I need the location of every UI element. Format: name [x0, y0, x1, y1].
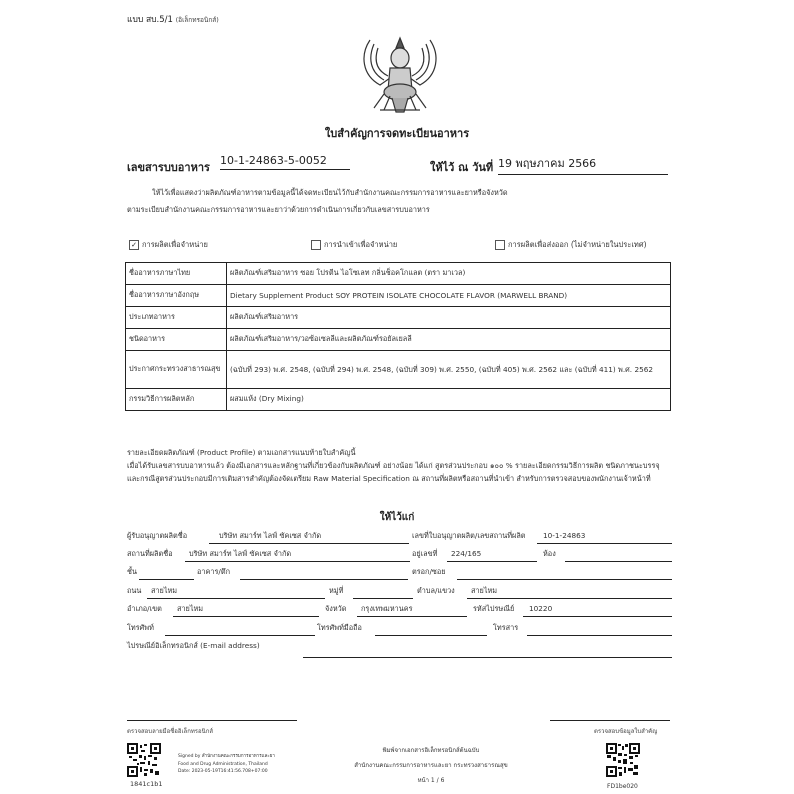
- floor-row: [127, 567, 672, 583]
- purpose-option-import-sale[interactable]: [311, 239, 397, 251]
- purpose-option-label: การผลิตเพื่อจำหน่าย: [142, 240, 208, 249]
- field-underline: [353, 598, 413, 599]
- field-underline: [537, 543, 672, 544]
- page-number: หน้า 1 / 6: [417, 777, 445, 784]
- road-label: ถนน: [127, 586, 142, 595]
- site-row: [127, 549, 672, 565]
- product-info-table: [125, 262, 671, 411]
- email-label: ไปรษณีย์อิเล็กทรอนิกส์ (E-mail address): [127, 641, 260, 650]
- purpose-option-label: การผลิตเพื่อส่งออก (ไม่จำหน่ายในประเทศ): [508, 240, 647, 249]
- table-key: กรรมวิธีการผลิตหลัก: [126, 389, 227, 411]
- form-code-note: (อิเล็กทรอนิกส์): [175, 16, 219, 24]
- checkbox-unchecked-icon[interactable]: [495, 240, 505, 250]
- field-underline: [303, 657, 672, 658]
- table-row: [126, 307, 671, 329]
- license-number-label: เลขที่ใบอนุญาตผลิต/เลขสถานที่ผลิต: [412, 531, 526, 540]
- licensee-row: [127, 531, 672, 547]
- form-code-text: แบบ สบ.5/1: [127, 15, 173, 25]
- table-key: ประเภทอาหาร: [126, 307, 227, 329]
- purpose-option-produce-export[interactable]: [495, 239, 647, 251]
- purpose-options: [127, 239, 677, 253]
- intro-paragraph: [127, 184, 672, 218]
- fax-label: โทรสาร: [493, 623, 519, 632]
- footer-divider-left: [127, 720, 297, 721]
- table-value: (ฉบับที่ 293) พ.ศ. 2548, (ฉบับที่ 294) พ.ศ. 2548, (ฉบับที่ 309) พ.ศ. 2550, (ฉบับที่ 405) พ.ศ. 2562 และ (ฉบับที่ 411) พ.ศ. 2562: [227, 351, 671, 389]
- checkbox-checked-icon[interactable]: ✓: [129, 240, 139, 250]
- district-value: สายไหม: [177, 604, 204, 613]
- signature-info: [178, 753, 275, 776]
- registration-number-label: เลขสารบบอาหาร: [127, 161, 210, 174]
- table-value: ผลิตภัณฑ์เสริมอาหาร: [227, 307, 671, 329]
- table-row: [126, 389, 671, 411]
- field-underline: [165, 635, 315, 636]
- signed-by: Signed by สำนักงานคณะกรรมการอาหารและยา: [178, 754, 275, 759]
- licensee-value: บริษัท สมาร์ท ไลฟ์ ซัคเซส จำกัด: [219, 531, 322, 540]
- table-value: Dietary Supplement Product SOY PROTEIN ISOLATE CHOCOLATE FLAVOR (MARWELL BRAND): [227, 285, 671, 307]
- field-underline: [240, 579, 408, 580]
- purpose-option-label: การนำเข้าเพื่อจำหน่าย: [324, 240, 398, 249]
- table-key: ชื่ออาหารภาษาอังกฤษ: [126, 285, 227, 307]
- intro-line-2: ตามระเบียบสำนักงานคณะกรรมการอาหารและยาว่าด้วยการดำเนินการเกี่ยวกับเลขสารบบอาหาร: [127, 205, 430, 214]
- registration-number-value: 10-1-24863-5-0052: [220, 154, 350, 170]
- field-underline: [185, 561, 410, 562]
- grantee-title: ให้ไว้แก่: [379, 512, 415, 523]
- field-underline: [447, 561, 537, 562]
- table-row: [126, 285, 671, 307]
- checkbox-unchecked-icon[interactable]: [311, 240, 321, 250]
- qr-code-data-id: FD1be020: [607, 783, 638, 790]
- site-label: สถานที่ผลิตชื่อ: [127, 549, 173, 558]
- qr-code-signature-icon[interactable]: [127, 743, 161, 777]
- room-label: ห้อง: [543, 549, 556, 558]
- mobile-label: โทรศัพท์มือถือ: [317, 623, 362, 632]
- field-underline: [147, 598, 325, 599]
- table-key: ชนิดอาหาร: [126, 329, 227, 351]
- phone-label: โทรศัพท์: [127, 623, 154, 632]
- form-code: [127, 12, 219, 26]
- field-underline: [209, 543, 409, 544]
- issue-date-value: 19 พฤษภาคม 2566: [498, 154, 668, 175]
- road-row: [127, 586, 672, 602]
- agency-text: สำนักงานคณะกรรมการอาหารและยา กระทรวงสาธารณสุข: [354, 762, 508, 769]
- table-value: ผสมแห้ง (Dry Mixing): [227, 389, 671, 411]
- licensee-label: ผู้รับอนุญาตผลิตชื่อ: [127, 531, 188, 540]
- table-key: ประกาศกระทรวงสาธารณสุข: [126, 351, 227, 389]
- field-underline: [457, 579, 672, 580]
- postcode-value: 10220: [529, 604, 553, 613]
- issue-date-label: ให้ไว้ ณ วันที่: [430, 161, 494, 174]
- field-underline: [527, 635, 672, 636]
- postcode-label: รหัสไปรษณีย์: [473, 604, 515, 613]
- qr-code-signature-id: 1841c1b1: [130, 780, 163, 788]
- road-value: สายไหม: [151, 586, 178, 595]
- garuda-emblem-icon: [340, 30, 460, 118]
- table-row: [126, 351, 671, 389]
- license-number-value: 10-1-24863: [543, 531, 586, 540]
- province-label: จังหวัด: [325, 604, 347, 613]
- district-label: อำเภอ/เขต: [127, 604, 162, 613]
- table-row: [126, 329, 671, 351]
- intro-line-1: ให้ไว้เพื่อแสดงว่าผลิตภัณฑ์อาหารตามข้อมูลนี้ได้จดทะเบียนไว้กับสำนักงานคณะกรรมการอาหารและยาหรือจังหวัด: [152, 188, 508, 197]
- profile-line-2: เมื่อได้รับเลขสารบบอาหารแล้ว ต้องมีเอกสารและหลักฐานที่เกี่ยวข้องกับผลิตภัณฑ์ อย่างน้อย ได้แก่ สูตรส่วนประกอบ ๑๐๐ % รายละเอียดกรรมวิธีการผลิต ชนิดภาชนะบรรจุ และกรณีสูตรส่วนประกอบมีการเติมสารสำคัญต้องจัดเตรียม Raw Material Specification ณ สถานที่ผลิตหรือสถานที่นำเข้า สำหรับการตรวจสอบของพนักงานเจ้าหน้าที่: [127, 461, 660, 483]
- qr-code-data-icon[interactable]: [606, 743, 640, 777]
- alley-label: ตรอก/ซอย: [412, 567, 446, 576]
- field-underline: [523, 616, 672, 617]
- profile-line-1: รายละเอียดผลิตภัณฑ์ (Product Profile) ตามเอกสารแนบท้ายใบสำคัญนี้: [127, 448, 356, 457]
- field-underline: [467, 598, 672, 599]
- field-underline: [375, 635, 487, 636]
- document-title: ใบสำคัญการจดทะเบียนอาหาร: [324, 127, 470, 140]
- table-key: ชื่ออาหารภาษาไทย: [126, 263, 227, 285]
- phone-row: [127, 623, 672, 639]
- house-number-value: 224/165: [451, 549, 482, 558]
- province-value: กรุงเทพมหานคร: [361, 604, 413, 613]
- site-value: บริษัท สมาร์ท ไลฟ์ ซัคเซส จำกัด: [189, 549, 292, 558]
- email-row: [127, 641, 672, 661]
- district-row: [127, 604, 672, 620]
- moo-label: หมู่ที่: [329, 586, 344, 595]
- table-value: ผลิตภัณฑ์เสริมอาหาร/วอซ้อเซลลีและผลิตภัณฑ์รอยัลเยลลี: [227, 329, 671, 351]
- printed-from-text: พิมพ์จากเอกสารอิเล็กทรอนิกส์ต้นฉบับ: [382, 747, 480, 754]
- field-underline: [173, 616, 319, 617]
- table-value: ผลิตภัณฑ์เสริมอาหาร ซอย โปรตีน ไอโซเลท กลิ่นช็อคโกแลต (ตรา มาเวล): [227, 263, 671, 285]
- verify-data-label: ตรวจสอบข้อมูลใบสำคัญ: [594, 728, 658, 735]
- table-row: [126, 263, 671, 285]
- print-source-info: [320, 743, 542, 788]
- field-underline: [139, 579, 194, 580]
- signed-org: Food and Drug Administration, Thailand: [178, 761, 268, 767]
- verify-signature-label: ตรวจสอบลายมือชื่ออิเล็กทรอนิกส์: [127, 728, 214, 735]
- subdistrict-label: ตำบล/แขวง: [417, 586, 455, 595]
- subdistrict-value: สายไหม: [471, 586, 498, 595]
- building-label: อาคาร/ตึก: [197, 567, 230, 576]
- signed-date: Date: 2023-05-19T16:41:56.708+07:00: [178, 769, 268, 774]
- field-underline: [357, 616, 467, 617]
- purpose-option-produce-sale[interactable]: [129, 239, 208, 251]
- product-profile-note: [127, 446, 672, 485]
- floor-label: ชั้น: [127, 567, 137, 576]
- field-underline: [565, 561, 672, 562]
- footer-divider-right: [550, 720, 670, 721]
- house-number-label: อยู่เลขที่: [412, 549, 438, 558]
